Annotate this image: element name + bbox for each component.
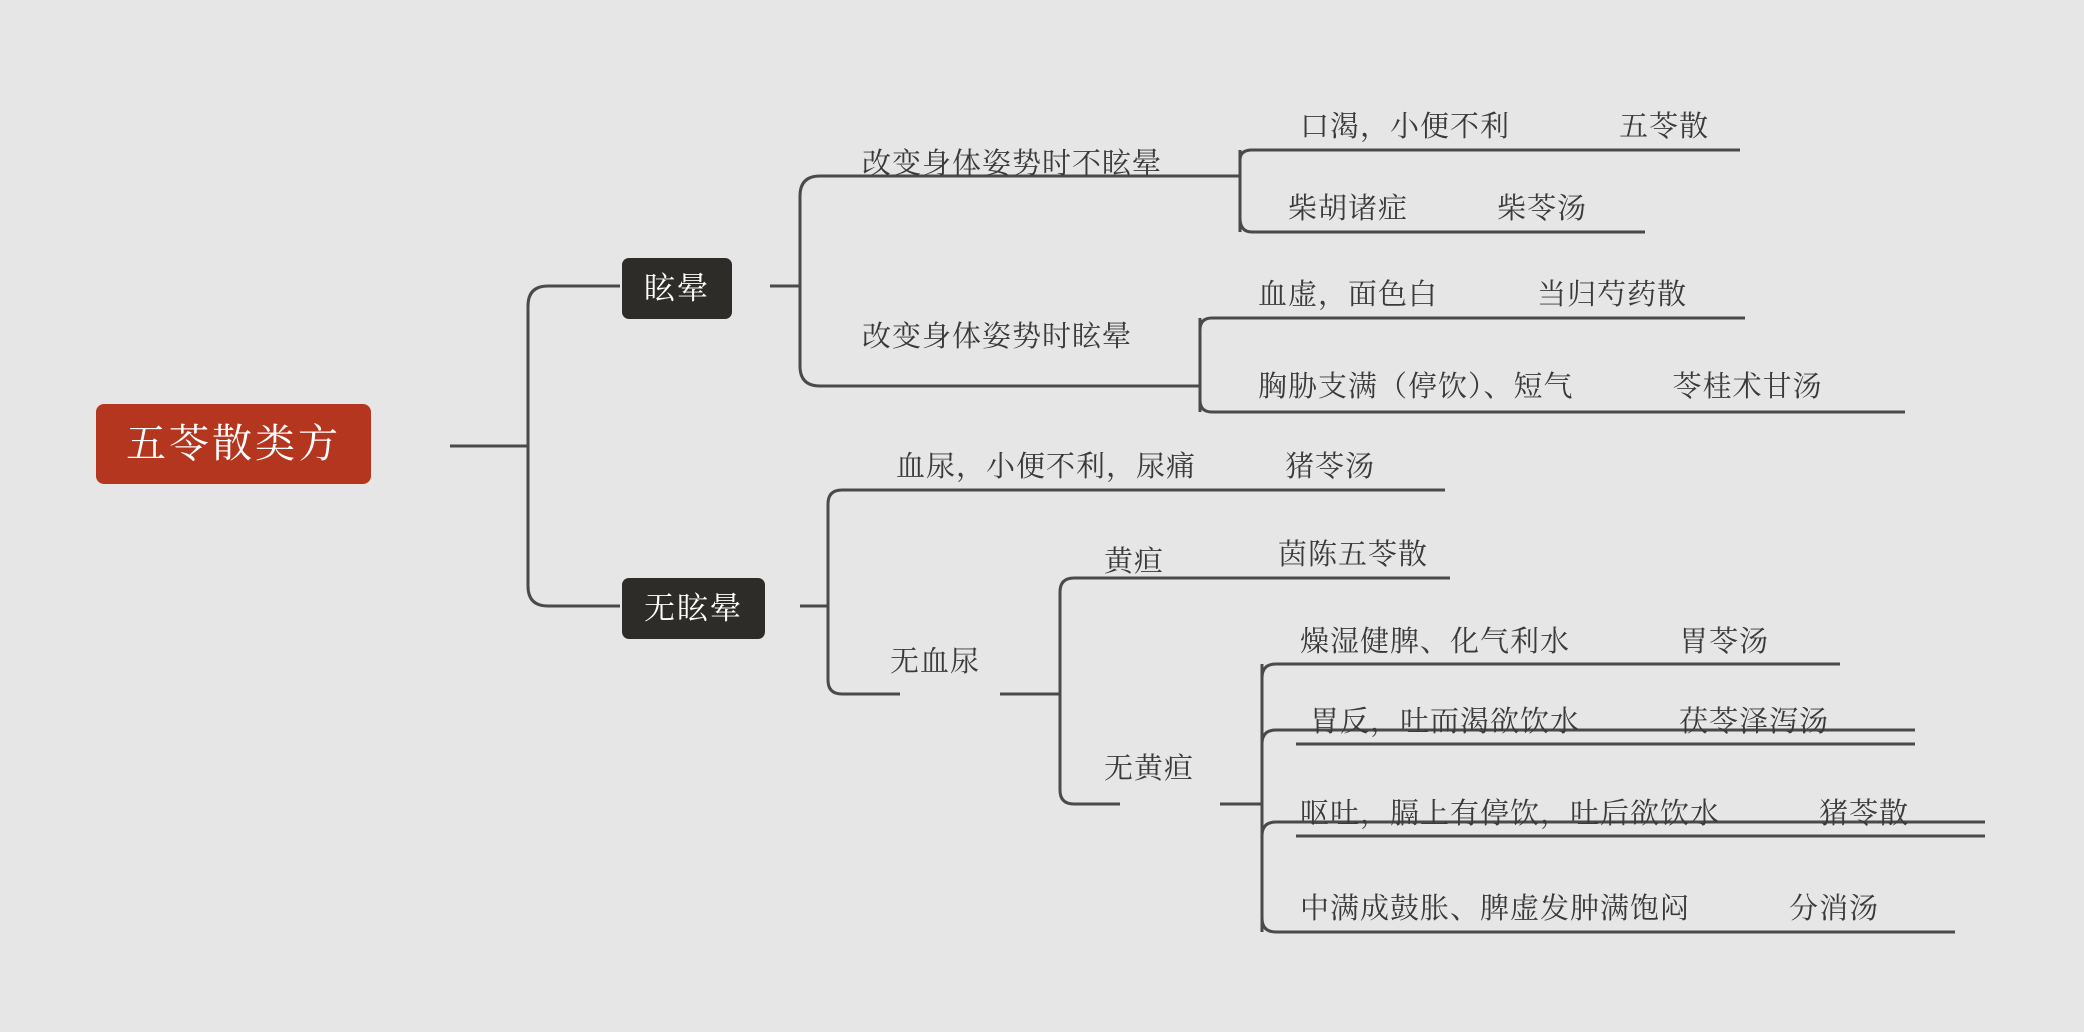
subnode-no-hematuria[interactable]: [890, 645, 980, 680]
root-node-label: 五苓散类方: [126, 422, 341, 466]
leaf-9-formula: 猪苓散: [1819, 798, 1910, 830]
leaf-7-formula: 胃苓汤: [1679, 626, 1770, 658]
branch-node-xuanyun[interactable]: [622, 258, 732, 319]
branch-node-wuxuanyun[interactable]: [622, 578, 765, 639]
leaf-5-formula: 猪苓汤: [1285, 451, 1376, 483]
leaf-4-symptom: 胸胁支满（停饮）、短气: [1258, 371, 1574, 403]
subnode-no-dizzy-on-posture[interactable]: [862, 147, 1162, 182]
leaf-3-formula: 当归芍药散: [1537, 279, 1688, 311]
leaf-2-symptom: 柴胡诸症: [1288, 193, 1409, 225]
leaf-6-formula: 茵陈五苓散: [1278, 539, 1429, 571]
leaf-1-symptom: 口渴，小便不利: [1300, 111, 1511, 143]
leaf-node-4[interactable]: [1258, 370, 1823, 405]
leaf-node-6[interactable]: [1278, 538, 1428, 573]
root-node[interactable]: [96, 404, 371, 484]
leaf-node-5[interactable]: [896, 450, 1375, 485]
subnode-dizzy-on-posture[interactable]: [862, 320, 1132, 355]
leaf-5-symptom: 血尿，小便不利，尿痛: [896, 451, 1197, 483]
leaf-7-symptom: 燥湿健脾、化气利水: [1300, 626, 1571, 658]
branch-node-wuxuanyun-label: 无眩晕: [644, 591, 743, 626]
leaf-4-formula: 苓桂术甘汤: [1672, 371, 1823, 403]
subnode-no-hematuria-label: 无血尿: [890, 646, 981, 678]
leaf-8-symptom: 胃反，吐而渴欲饮水: [1310, 706, 1581, 738]
leaf-10-symptom: 中满成鼓胀、脾虚发肿满饱闷: [1300, 893, 1691, 925]
leaf-node-9[interactable]: [1300, 797, 1909, 832]
leaf-3-symptom: 血虚，面色白: [1258, 279, 1439, 311]
leaf-1-formula: 五苓散: [1619, 111, 1710, 143]
leaf-node-2[interactable]: [1288, 192, 1587, 227]
leaf-2-formula: 柴苓汤: [1497, 193, 1588, 225]
leaf-node-8[interactable]: [1310, 705, 1829, 740]
subnode-jaundice[interactable]: [1104, 545, 1164, 580]
subnode-no-jaundice-label: 无黄疸: [1104, 753, 1195, 785]
leaf-8-formula: 茯苓泽泻汤: [1679, 706, 1830, 738]
branch-node-xuanyun-label: 眩晕: [644, 271, 710, 306]
leaf-node-7[interactable]: [1300, 625, 1769, 660]
subnode-no-jaundice[interactable]: [1104, 752, 1194, 787]
leaf-node-3[interactable]: [1258, 278, 1687, 313]
subnode-no-dizzy-on-posture-label: 改变身体姿势时不眩晕: [862, 148, 1163, 180]
subnode-dizzy-on-posture-label: 改变身体姿势时眩晕: [862, 321, 1133, 353]
leaf-9-symptom: 呕吐，膈上有停饮，吐后欲饮水: [1300, 798, 1721, 830]
subnode-jaundice-label: 黄疸: [1104, 546, 1165, 578]
leaf-node-10[interactable]: [1300, 892, 1879, 927]
leaf-node-1[interactable]: [1300, 110, 1709, 145]
leaf-10-formula: 分消汤: [1789, 893, 1880, 925]
